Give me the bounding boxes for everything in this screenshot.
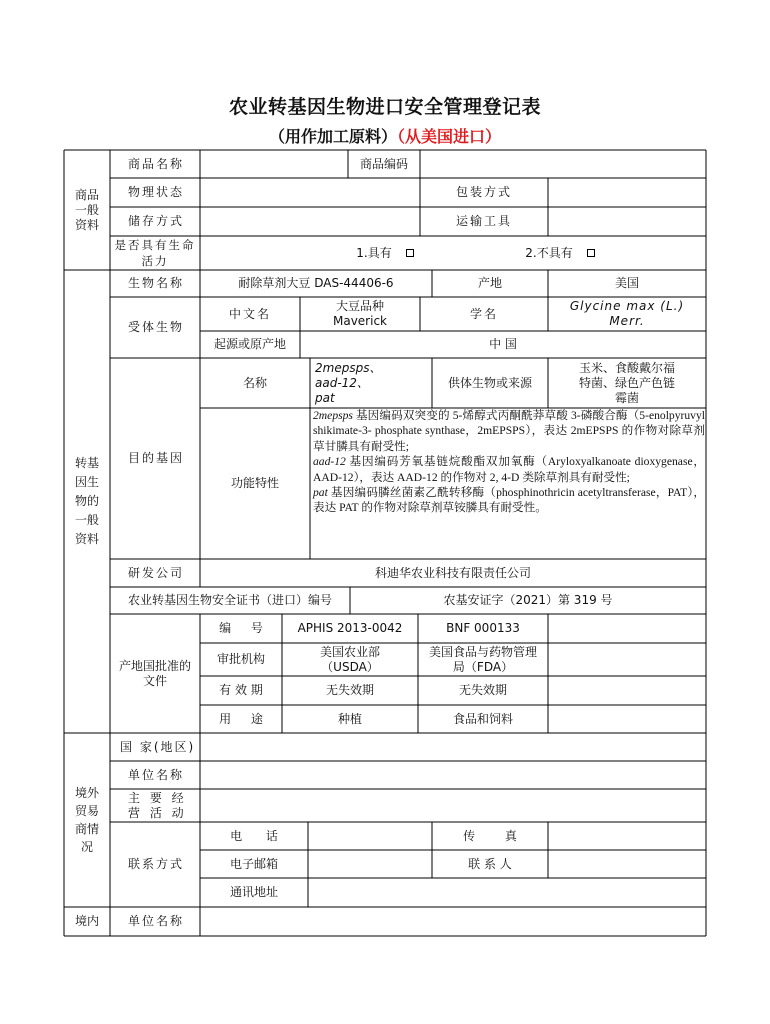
- origin-value: 美国: [614, 276, 639, 290]
- foreign-unit-field[interactable]: [200, 761, 706, 789]
- cert-value: 农基安证字（2021）第 319 号: [443, 593, 613, 607]
- checkbox-yes[interactable]: [406, 249, 414, 257]
- person-label: 联 系 人: [468, 856, 512, 871]
- address-field[interactable]: [308, 878, 706, 907]
- function-line-aad12: aad-12 基因编码芳氧基链烷酸酯双加氧酶（Aryloxyalkanoate dioxygenase，AAD-12），表达 AAD-12 的作物对 2, 4-D 类除草剂具有耐受性;: [313, 455, 705, 484]
- gene-name-label: 名称: [242, 375, 267, 390]
- bio-name-label: 生物名称: [128, 276, 185, 290]
- validity-2: 无失效期: [458, 683, 507, 697]
- packaging-field[interactable]: [548, 178, 706, 207]
- agency-1: 美国农业部（USDA）: [319, 644, 380, 674]
- sci-name-label: 学名: [469, 306, 498, 321]
- country-field[interactable]: [200, 733, 706, 761]
- phone-field[interactable]: [308, 822, 432, 850]
- number-2: BNF 000133: [446, 621, 520, 635]
- domestic-unit-field[interactable]: [200, 907, 706, 936]
- donor-value: 玉米、食酸戴尔福特菌、绿色产色链霉菌: [578, 360, 675, 405]
- section-gmo: 转基因生物的一般资料: [74, 456, 99, 546]
- subtitle-origin: （从美国进口）: [397, 127, 502, 146]
- viability-option-no[interactable]: 2.不具有: [505, 236, 615, 270]
- use-1: 种植: [337, 711, 362, 726]
- domestic-unit-label: 单位名称: [128, 914, 185, 928]
- country-label: 国 家(地区): [120, 739, 196, 754]
- address-label: 通讯地址: [229, 885, 278, 899]
- viability-label: 是否具有生命活力: [114, 238, 196, 268]
- transport-label: 运输工具: [455, 214, 512, 228]
- sci-name-value: Glycine max (L.) Merr.: [569, 299, 685, 328]
- goods-code-field[interactable]: [420, 150, 706, 178]
- number-1: APHIS 2013-0042: [297, 621, 403, 635]
- donor-label: 供体生物或来源: [447, 375, 532, 390]
- number-label: 编 号: [219, 621, 263, 635]
- recipient-label: 受体生物: [128, 320, 185, 334]
- physical-state-field[interactable]: [200, 178, 420, 207]
- function-description: [313, 408, 705, 558]
- fax-field[interactable]: [548, 822, 706, 850]
- validity-1: 无失效期: [325, 683, 374, 697]
- cert-label: 农业转基因生物安全证书（进口）编号: [127, 593, 332, 607]
- use-2: 食品和饲料: [452, 711, 513, 726]
- checkbox-no[interactable]: [587, 249, 595, 257]
- packaging-label: 包装方式: [455, 185, 512, 199]
- email-field[interactable]: [308, 850, 432, 878]
- document-subtitle: [0, 124, 770, 147]
- agency-2: 美国食品与药物管理局（FDA）: [428, 644, 537, 674]
- function-line-pat: pat 基因编码膦丝菌素乙酰转移酶（phosphinothricin acetyltransferase，PAT），表达 PAT 的作物对除草剂草铵膦具有耐受性。: [313, 486, 705, 515]
- business-label: 主 要 经 营 活 动: [128, 790, 187, 820]
- agency-label: 审批机构: [216, 652, 265, 666]
- validity-label: 有 效 期: [219, 683, 263, 697]
- section-goods: 商品一般资料: [74, 187, 99, 232]
- section-foreign-trader: 境外贸易商情况: [74, 786, 99, 854]
- physical-state-label: 物理状态: [128, 185, 185, 199]
- person-field[interactable]: [548, 850, 706, 878]
- origin-label: 产地: [477, 276, 502, 290]
- business-field[interactable]: [200, 789, 706, 822]
- source-label: 起源或原产地: [213, 337, 286, 351]
- approval-label: 产地国批准的文件: [119, 658, 192, 688]
- email-label: 电子邮箱: [229, 856, 278, 871]
- cn-name-value: 大豆品种 Maverick: [332, 299, 387, 328]
- fax-label: 传 真: [463, 828, 517, 843]
- storage-field[interactable]: [200, 207, 420, 236]
- transport-field[interactable]: [548, 207, 706, 236]
- company-label: 研发公司: [128, 565, 185, 580]
- storage-label: 储存方式: [128, 214, 185, 228]
- function-label: 功能特性: [230, 476, 279, 490]
- goods-name-field[interactable]: [200, 150, 348, 178]
- foreign-unit-label: 单位名称: [128, 767, 185, 782]
- cn-name-label: 中文名: [228, 306, 271, 321]
- section-domestic: 境内: [74, 914, 99, 928]
- subtitle-purpose: （用作加工原料）: [268, 127, 397, 146]
- company-value: 科迪华农业科技有限责任公司: [374, 565, 531, 580]
- goods-code-label: 商品编码: [359, 156, 408, 171]
- function-line-2mepsps: 2mepsps 基因编码双突变的 5-烯醇式丙酮酰莽草酸 3-磷酸合酶（5-enolpyruvyl shikimate-3- phosphate synthase，2mEPSPS），表达 2mEPSPS 的作物对除草剂草甘膦具有耐受性;: [313, 409, 705, 453]
- source-value: 中 国: [489, 337, 517, 351]
- use-label: 用 途: [219, 711, 263, 726]
- document-title: 农业转基因生物进口安全管理登记表: [228, 96, 541, 118]
- contact-label: 联系方式: [128, 857, 185, 871]
- phone-label: 电 话: [230, 828, 278, 843]
- bio-name-value: 耐除草剂大豆 DAS-44406-6: [238, 276, 394, 290]
- target-gene-label: 目的基因: [128, 451, 185, 465]
- goods-name-label: 商品名称: [128, 156, 185, 171]
- viability-option-yes[interactable]: 1.具有: [330, 236, 440, 270]
- gene-names-value: 2mepsps、aad-12、pat: [315, 360, 382, 405]
